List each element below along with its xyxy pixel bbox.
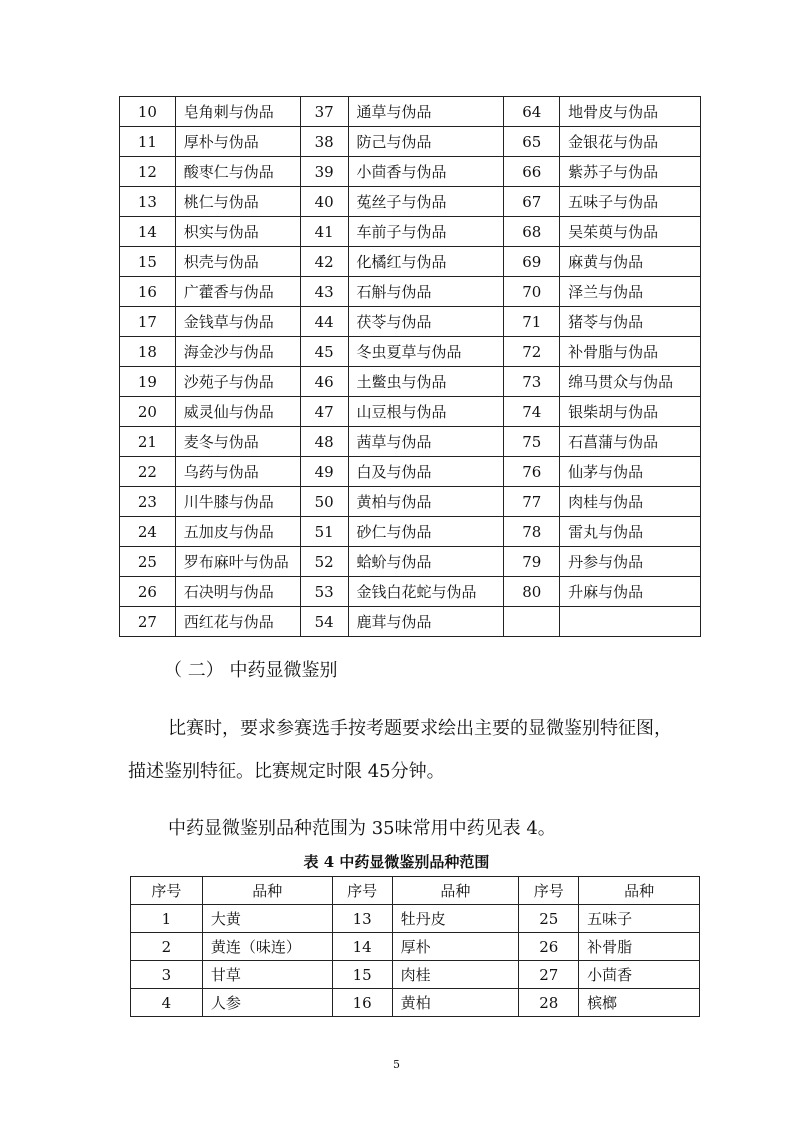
variety-name-cell: 鹿茸与伪品 xyxy=(348,607,504,637)
variety-name-cell: 化橘红与伪品 xyxy=(348,247,504,277)
serial-number-cell: 65 xyxy=(504,127,560,157)
herb-authentication-table-body xyxy=(120,97,701,637)
variety-name-cell: 黄连（味连） xyxy=(202,933,332,961)
serial-number-cell: 75 xyxy=(504,427,560,457)
serial-number-cell: 27 xyxy=(120,607,176,637)
variety-name-cell: 猪苓与伪品 xyxy=(560,307,701,337)
serial-number-cell: 70 xyxy=(504,277,560,307)
table-row xyxy=(120,217,701,247)
variety-name-cell: 厚朴与伪品 xyxy=(175,127,300,157)
serial-number-cell: 4 xyxy=(131,989,203,1017)
table-row xyxy=(131,989,700,1017)
header-serial-1: 序号 xyxy=(131,877,203,905)
variety-name-cell: 酸枣仁与伪品 xyxy=(175,157,300,187)
serial-number-cell: 73 xyxy=(504,367,560,397)
serial-number-cell: 25 xyxy=(519,905,579,933)
variety-name-cell: 山豆根与伪品 xyxy=(348,397,504,427)
variety-name-cell: 广藿香与伪品 xyxy=(175,277,300,307)
serial-number-cell: 11 xyxy=(120,127,176,157)
variety-name-cell: 五味子 xyxy=(579,905,700,933)
variety-name-cell: 甘草 xyxy=(202,961,332,989)
serial-number-cell xyxy=(504,607,560,637)
header-variety-3: 品种 xyxy=(579,877,700,905)
serial-number-cell: 38 xyxy=(300,127,348,157)
serial-number-cell: 12 xyxy=(120,157,176,187)
variety-name-cell: 砂仁与伪品 xyxy=(348,517,504,547)
variety-name-cell: 小茴香 xyxy=(579,961,700,989)
variety-name-cell: 冬虫夏草与伪品 xyxy=(348,337,504,367)
variety-name-cell: 黄柏与伪品 xyxy=(348,487,504,517)
serial-number-cell: 47 xyxy=(300,397,348,427)
variety-name-cell: 川牛膝与伪品 xyxy=(175,487,300,517)
variety-name-cell: 黄柏 xyxy=(392,989,519,1017)
variety-name-cell: 金钱白花蛇与伪品 xyxy=(348,577,504,607)
variety-name-cell: 桃仁与伪品 xyxy=(175,187,300,217)
serial-number-cell: 27 xyxy=(519,961,579,989)
variety-name-cell: 罗布麻叶与伪品 xyxy=(175,547,300,577)
serial-number-cell: 23 xyxy=(120,487,176,517)
table-row xyxy=(120,307,701,337)
serial-number-cell: 10 xyxy=(120,97,176,127)
section-heading: （ 二） 中药显微鉴别 xyxy=(164,660,338,681)
serial-number-cell: 42 xyxy=(300,247,348,277)
table-row xyxy=(120,157,701,187)
variety-name-cell xyxy=(560,607,701,637)
header-serial-2: 序号 xyxy=(332,877,392,905)
serial-number-cell: 25 xyxy=(120,547,176,577)
variety-name-cell: 枳实与伪品 xyxy=(175,217,300,247)
variety-name-cell: 通草与伪品 xyxy=(348,97,504,127)
variety-name-cell: 雷丸与伪品 xyxy=(560,517,701,547)
serial-number-cell: 14 xyxy=(332,933,392,961)
variety-name-cell: 吴茱萸与伪品 xyxy=(560,217,701,247)
serial-number-cell: 44 xyxy=(300,307,348,337)
variety-name-cell: 车前子与伪品 xyxy=(348,217,504,247)
serial-number-cell: 54 xyxy=(300,607,348,637)
serial-number-cell: 71 xyxy=(504,307,560,337)
serial-number-cell: 20 xyxy=(120,397,176,427)
serial-number-cell: 21 xyxy=(120,427,176,457)
serial-number-cell: 49 xyxy=(300,457,348,487)
serial-number-cell: 16 xyxy=(332,989,392,1017)
serial-number-cell: 45 xyxy=(300,337,348,367)
variety-name-cell: 茯苓与伪品 xyxy=(348,307,504,337)
variety-name-cell: 沙苑子与伪品 xyxy=(175,367,300,397)
variety-name-cell: 大黄 xyxy=(202,905,332,933)
serial-number-cell: 2 xyxy=(131,933,203,961)
variety-name-cell: 麦冬与伪品 xyxy=(175,427,300,457)
serial-number-cell: 14 xyxy=(120,217,176,247)
microscopic-identification-table-body xyxy=(131,905,700,1017)
paragraph-variety-scope: 中药显微鉴别品种范围为 35味常用中药见表 4。 xyxy=(168,818,556,839)
page-number: 5 xyxy=(393,1058,400,1071)
header-serial-3: 序号 xyxy=(519,877,579,905)
serial-number-cell: 69 xyxy=(504,247,560,277)
serial-number-cell: 13 xyxy=(332,905,392,933)
serial-number-cell: 76 xyxy=(504,457,560,487)
variety-name-cell: 槟榔 xyxy=(579,989,700,1017)
table-row xyxy=(120,427,701,457)
paragraph-competition-requirement: 比赛时，要求参赛选手按考题要求绘出主要的显微鉴别特征图， xyxy=(168,718,672,739)
variety-name-cell: 枳壳与伪品 xyxy=(175,247,300,277)
variety-name-cell: 牡丹皮 xyxy=(392,905,519,933)
variety-name-cell: 丹参与伪品 xyxy=(560,547,701,577)
table-row xyxy=(120,487,701,517)
variety-name-cell: 西红花与伪品 xyxy=(175,607,300,637)
serial-number-cell: 64 xyxy=(504,97,560,127)
variety-name-cell: 紫苏子与伪品 xyxy=(560,157,701,187)
table-row xyxy=(120,277,701,307)
variety-name-cell: 金钱草与伪品 xyxy=(175,307,300,337)
variety-name-cell: 石决明与伪品 xyxy=(175,577,300,607)
table-4-caption: 表 4 中药显微鉴别品种范围 xyxy=(303,853,490,871)
variety-name-cell: 人参 xyxy=(202,989,332,1017)
variety-name-cell: 土鳖虫与伪品 xyxy=(348,367,504,397)
serial-number-cell: 66 xyxy=(504,157,560,187)
table-row xyxy=(131,933,700,961)
serial-number-cell: 41 xyxy=(300,217,348,247)
serial-number-cell: 68 xyxy=(504,217,560,247)
table-row xyxy=(120,127,701,157)
serial-number-cell: 1 xyxy=(131,905,203,933)
serial-number-cell: 19 xyxy=(120,367,176,397)
variety-name-cell: 菟丝子与伪品 xyxy=(348,187,504,217)
table-row xyxy=(120,547,701,577)
serial-number-cell: 39 xyxy=(300,157,348,187)
serial-number-cell: 24 xyxy=(120,517,176,547)
table-row xyxy=(131,961,700,989)
variety-name-cell: 五加皮与伪品 xyxy=(175,517,300,547)
serial-number-cell: 74 xyxy=(504,397,560,427)
serial-number-cell: 40 xyxy=(300,187,348,217)
serial-number-cell: 80 xyxy=(504,577,560,607)
variety-name-cell: 泽兰与伪品 xyxy=(560,277,701,307)
variety-name-cell: 白及与伪品 xyxy=(348,457,504,487)
table-row xyxy=(120,607,701,637)
variety-name-cell: 麻黄与伪品 xyxy=(560,247,701,277)
paragraph-time-limit: 描述鉴别特征。比赛规定时限 45分钟。 xyxy=(128,761,445,782)
variety-name-cell: 补骨脂 xyxy=(579,933,700,961)
microscopic-identification-table xyxy=(130,876,700,1017)
variety-name-cell: 补骨脂与伪品 xyxy=(560,337,701,367)
variety-name-cell: 石斛与伪品 xyxy=(348,277,504,307)
serial-number-cell: 37 xyxy=(300,97,348,127)
variety-name-cell: 小茴香与伪品 xyxy=(348,157,504,187)
serial-number-cell: 48 xyxy=(300,427,348,457)
serial-number-cell: 50 xyxy=(300,487,348,517)
serial-number-cell: 53 xyxy=(300,577,348,607)
serial-number-cell: 43 xyxy=(300,277,348,307)
variety-name-cell: 茜草与伪品 xyxy=(348,427,504,457)
serial-number-cell: 18 xyxy=(120,337,176,367)
variety-name-cell: 地骨皮与伪品 xyxy=(560,97,701,127)
variety-name-cell: 石菖蒲与伪品 xyxy=(560,427,701,457)
variety-name-cell: 厚朴 xyxy=(392,933,519,961)
variety-name-cell: 海金沙与伪品 xyxy=(175,337,300,367)
variety-name-cell: 升麻与伪品 xyxy=(560,577,701,607)
variety-name-cell: 乌药与伪品 xyxy=(175,457,300,487)
serial-number-cell: 52 xyxy=(300,547,348,577)
serial-number-cell: 77 xyxy=(504,487,560,517)
variety-name-cell: 肉桂与伪品 xyxy=(560,487,701,517)
variety-name-cell: 皂角刺与伪品 xyxy=(175,97,300,127)
serial-number-cell: 13 xyxy=(120,187,176,217)
variety-name-cell: 仙茅与伪品 xyxy=(560,457,701,487)
table-row xyxy=(120,517,701,547)
serial-number-cell: 22 xyxy=(120,457,176,487)
serial-number-cell: 26 xyxy=(519,933,579,961)
table-row xyxy=(120,457,701,487)
variety-name-cell: 五味子与伪品 xyxy=(560,187,701,217)
table-row xyxy=(120,397,701,427)
table-row xyxy=(120,367,701,397)
serial-number-cell: 17 xyxy=(120,307,176,337)
serial-number-cell: 26 xyxy=(120,577,176,607)
header-variety-1: 品种 xyxy=(202,877,332,905)
variety-name-cell: 金银花与伪品 xyxy=(560,127,701,157)
variety-name-cell: 绵马贯众与伪品 xyxy=(560,367,701,397)
table-header-row xyxy=(131,877,700,905)
table-row xyxy=(120,187,701,217)
table-row xyxy=(120,247,701,277)
variety-name-cell: 肉桂 xyxy=(392,961,519,989)
serial-number-cell: 16 xyxy=(120,277,176,307)
serial-number-cell: 3 xyxy=(131,961,203,989)
herb-authentication-table xyxy=(119,96,701,637)
serial-number-cell: 28 xyxy=(519,989,579,1017)
serial-number-cell: 51 xyxy=(300,517,348,547)
variety-name-cell: 蛤蚧与伪品 xyxy=(348,547,504,577)
table-row xyxy=(120,337,701,367)
serial-number-cell: 67 xyxy=(504,187,560,217)
table-row xyxy=(120,97,701,127)
serial-number-cell: 15 xyxy=(120,247,176,277)
table-row xyxy=(120,577,701,607)
header-variety-2: 品种 xyxy=(392,877,519,905)
variety-name-cell: 防己与伪品 xyxy=(348,127,504,157)
serial-number-cell: 78 xyxy=(504,517,560,547)
variety-name-cell: 威灵仙与伪品 xyxy=(175,397,300,427)
variety-name-cell: 银柴胡与伪品 xyxy=(560,397,701,427)
table-row xyxy=(131,905,700,933)
serial-number-cell: 46 xyxy=(300,367,348,397)
serial-number-cell: 72 xyxy=(504,337,560,367)
serial-number-cell: 15 xyxy=(332,961,392,989)
serial-number-cell: 79 xyxy=(504,547,560,577)
